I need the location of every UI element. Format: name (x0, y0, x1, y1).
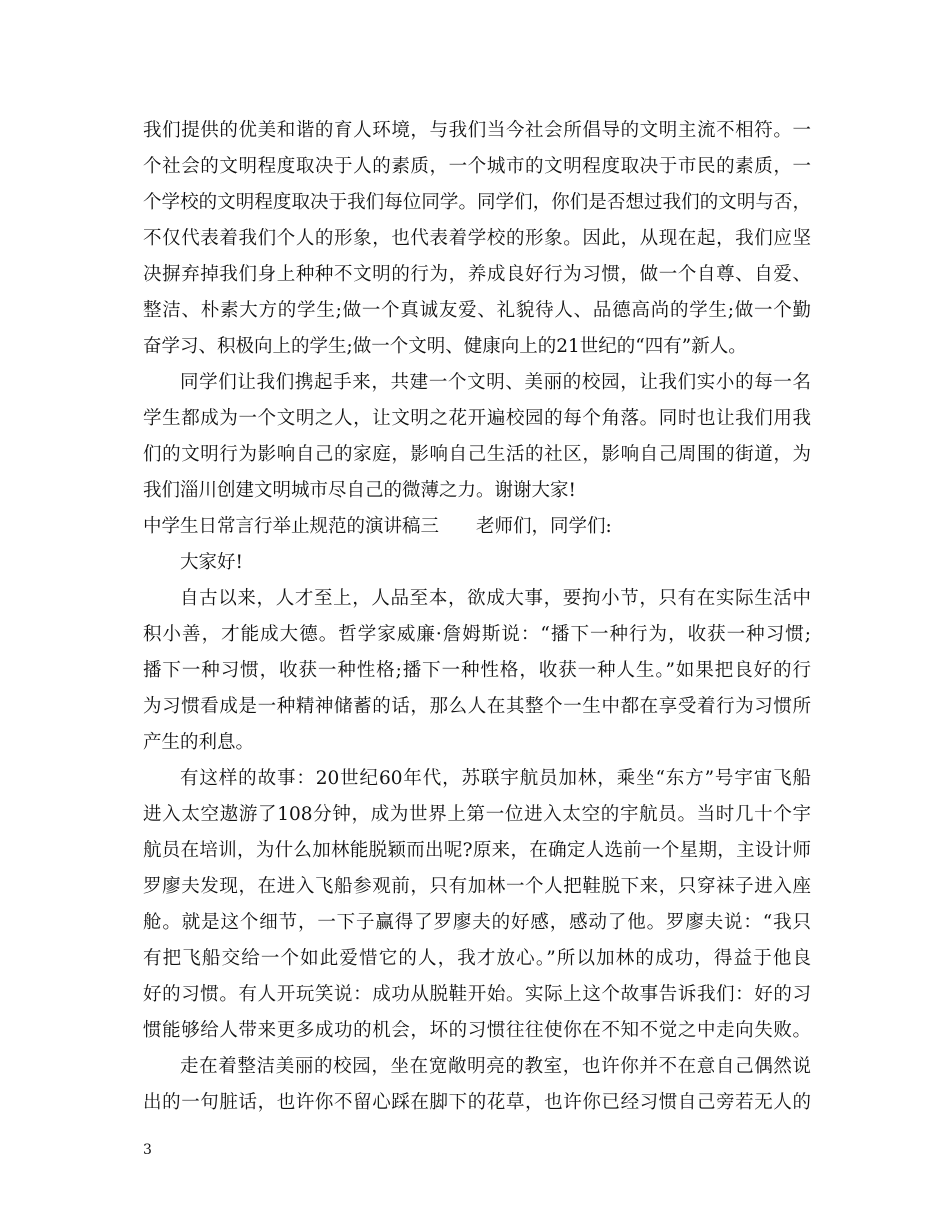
section-heading: 中学生日常言行举止规范的演讲稿三 老师们，同学们: (143, 516, 612, 537)
text-line: 为习惯看成是一种精神储蓄的话，那么人在其整个一生中都在享受着行为习惯所 (143, 696, 811, 717)
text-line: 出的一句脏话，也许你不留心踩在脚下的花草，也许你已经习惯自己旁若无人的 (143, 1092, 811, 1113)
page-number: 3 (143, 1142, 152, 1158)
text-line: 罗廖夫发现，在进入飞船参观前，只有加林一个人把鞋脱下来，只穿袜子进入座 (143, 876, 811, 897)
text-line: 奋学习、积极向上的学生;做一个文明、健康向上的21世纪的“四有”新人。 (143, 336, 747, 357)
text-line: 同学们让我们携起手来，共建一个文明、美丽的校园，让我们实小的每一名 (180, 372, 811, 393)
text-line: 走在着整洁美丽的校园，坐在宽敞明亮的教室，也许你并不在意自己偶然说 (180, 1056, 811, 1077)
text-line: 产生的利息。 (143, 732, 255, 753)
text-line: 自古以来，人才至上，人品至本，欲成大事，要拘小节，只有在实际生活中 (180, 588, 811, 609)
text-line: 播下一种习惯，收获一种性格;播下一种性格，收获一种人生。”如果把良好的行 (143, 660, 811, 681)
document-body (143, 113, 811, 1121)
text-line: 有这样的故事：20世纪60年代，苏联宇航员加林，乘坐“东方”号宇宙飞船 (180, 768, 811, 789)
text-line: 我们提供的优美和谐的育人环境，与我们当今社会所倡导的文明主流不相符。一 (143, 120, 811, 141)
text-line: 个学校的文明程度取决于我们每位同学。同学们，你们是否想过我们的文明与否， (143, 192, 811, 213)
text-line: 我们淄川创建文明城市尽自己的微薄之力。谢谢大家! (143, 480, 576, 501)
text-line: 积小善，才能成大德。哲学家威廉·詹姆斯说：“播下一种行为，收获一种习惯; (143, 624, 811, 645)
text-line: 大家好! (180, 552, 243, 573)
text-line: 整洁、朴素大方的学生;做一个真诚友爱、礼貌待人、品德高尚的学生;做一个勤 (143, 300, 811, 321)
text-line: 个社会的文明程度取决于人的素质，一个城市的文明程度取决于市民的素质，一 (143, 156, 811, 177)
text-line: 不仅代表着我们个人的形象，也代表着学校的形象。因此，从现在起，我们应坚 (143, 228, 811, 249)
text-line: 学生都成为一个文明之人，让文明之花开遍校园的每个角落。同时也让我们用我 (143, 408, 811, 429)
text-line: 们的文明行为影响自己的家庭，影响自己生活的社区，影响自己周围的街道，为 (143, 444, 811, 465)
text-line: 进入太空遨游了108分钟，成为世界上第一位进入太空的宇航员。当时几十个宇 (143, 804, 811, 825)
text-line: 决摒弃掉我们身上种种不文明的行为，养成良好行为习惯，做一个自尊、自爱、 (143, 264, 811, 285)
text-line: 有把飞船交给一个如此爱惜它的人，我才放心。”所以加林的成功，得益于他良 (143, 948, 811, 969)
text-line: 舱。就是这个细节，一下子赢得了罗廖夫的好感，感动了他。罗廖夫说：“我只 (143, 912, 811, 933)
text-line: 好的习惯。有人开玩笑说：成功从脱鞋开始。实际上这个故事告诉我们：好的习 (143, 984, 811, 1005)
text-line: 惯能够给人带来更多成功的机会，坏的习惯往往使你在不知不觉之中走向失败。 (143, 1020, 811, 1041)
text-line: 航员在培训，为什么加林能脱颖而出呢?原来，在确定人选前一个星期，主设计师 (143, 840, 811, 861)
